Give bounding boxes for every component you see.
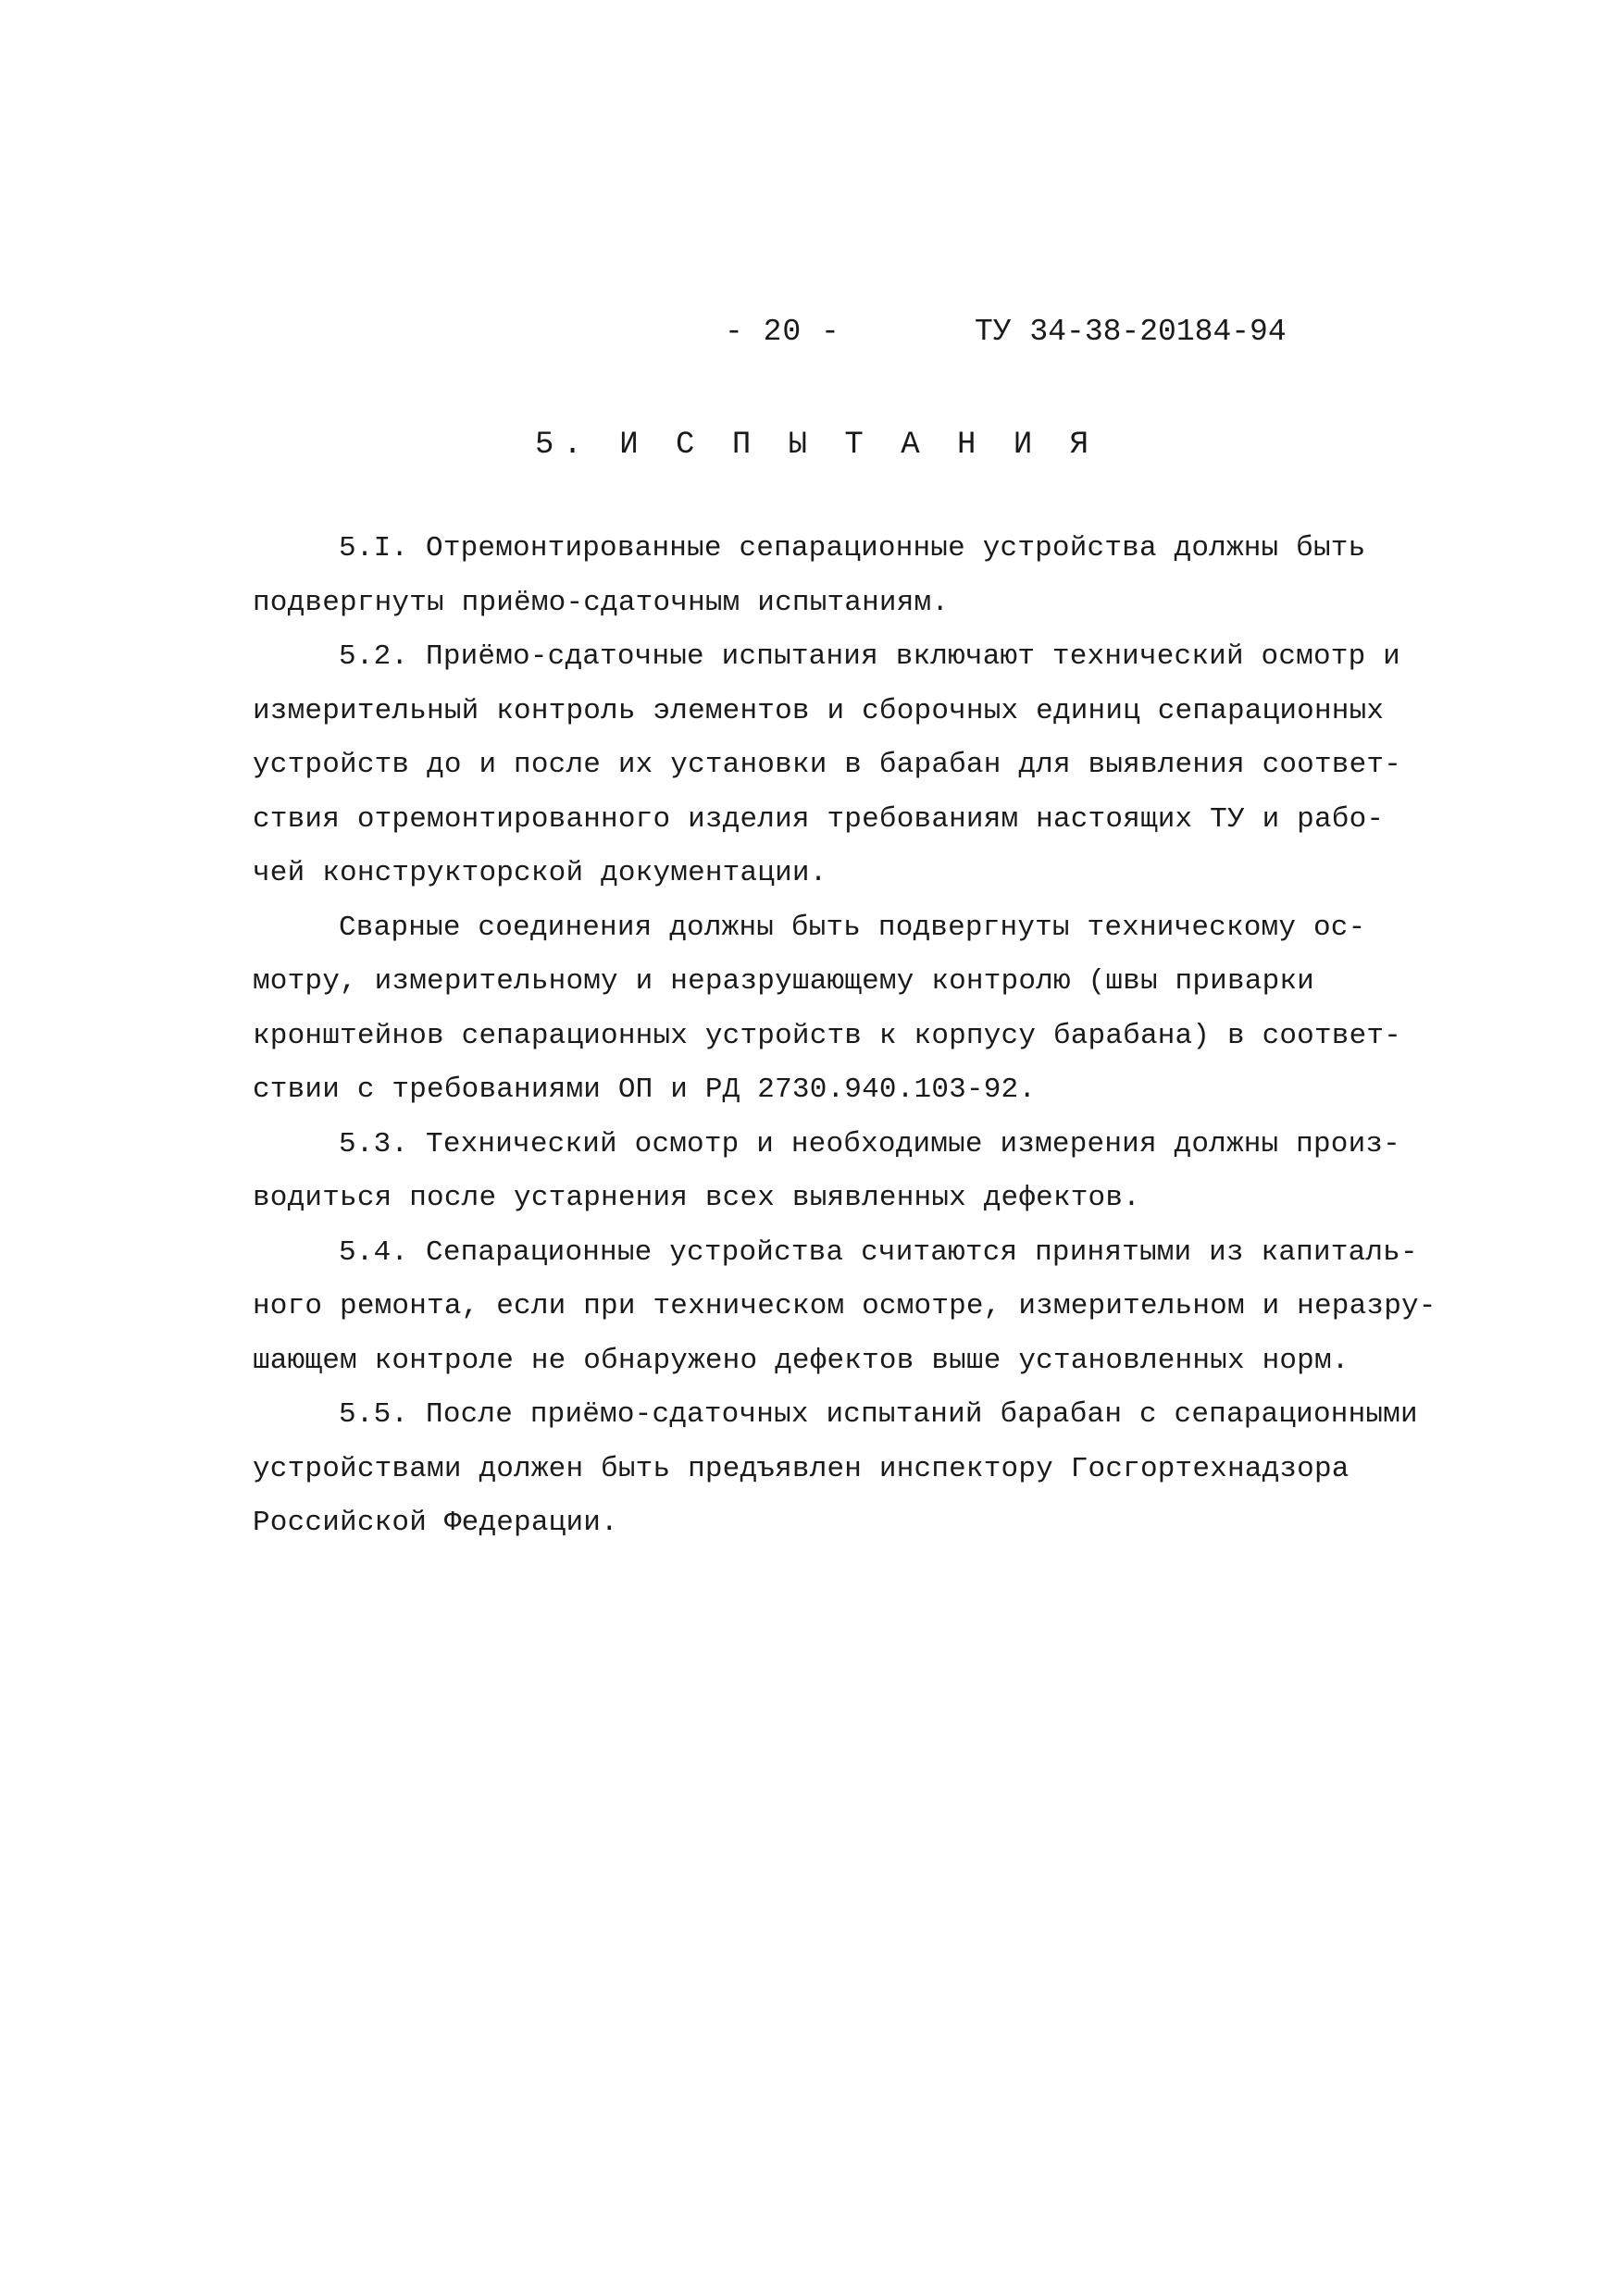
paragraph-5-5-line: устройствами должен быть предъявлен инспектору Госгортехнадзора — [253, 1452, 1350, 1485]
paragraph-5-2-line: ствия отремонтированного изделия требованиям настоящих ТУ и рабо- — [253, 802, 1385, 836]
paragraph-5-2-line: измерительный контроль элементов и сборочных единиц сепарационных — [253, 694, 1385, 727]
document-code: ТУ 34-38-20184-94 — [975, 315, 1287, 349]
paragraph-5-2-line: чей конструкторской документации. — [253, 857, 827, 889]
paragraph-5-3-line: 5.3. Технический осмотр и необходимые измерения должны произ- — [339, 1127, 1400, 1160]
paragraph-welds-line: кронштейнов сепарационных устройств к корпусу барабана) в соответ- — [253, 1019, 1401, 1052]
paragraph-5-1-line: 5.I. Отремонтированные сепарационные устройства должны быть — [339, 532, 1366, 565]
paragraph-welds-line: ствии с требованиями ОП и РД 2730.940.103-92. — [253, 1074, 1037, 1106]
paragraph-5-5-line: Российской Федерации. — [253, 1507, 618, 1539]
paragraph-5-4-line: шающем контроле не обнаружено дефектов выше установленных норм. — [253, 1344, 1350, 1377]
paragraph-5-2-line: 5.2. Приёмо-сдаточные испытания включают технический осмотр и — [339, 640, 1400, 673]
paragraph-5-3-line: водиться после устарнения всех выявленных дефектов. — [253, 1182, 1140, 1214]
paragraph-welds-line: мотру, измерительному и неразрушающему контролю (швы приварки — [253, 965, 1314, 998]
paragraph-welds-line: Сварные соединения должны быть подвергнуты техническому ос- — [339, 911, 1366, 944]
paragraph-5-4-line: ного ремонта, если при техническом осмотре, измерительном и неразру- — [253, 1290, 1437, 1322]
section-body — [253, 522, 1437, 1551]
paragraph-5-5-line: 5.5. После приёмо-сдаточных испытаний барабан с сепарационными — [339, 1398, 1418, 1431]
paragraph-5-4-line: 5.4. Сепарационные устройства считаются принятыми из капиталь- — [339, 1235, 1418, 1269]
page-header — [0, 315, 1617, 361]
section-title: 5. И С П Ы Т А Н И Я — [535, 428, 1099, 463]
paragraph-5-2-line: устройств до и после их установки в барабан для выявления соответ- — [253, 749, 1401, 781]
paragraph-5-1-line: подвергнуты приёмо-сдаточным испытаниям. — [253, 586, 950, 619]
page-number: - 20 - — [725, 315, 840, 349]
